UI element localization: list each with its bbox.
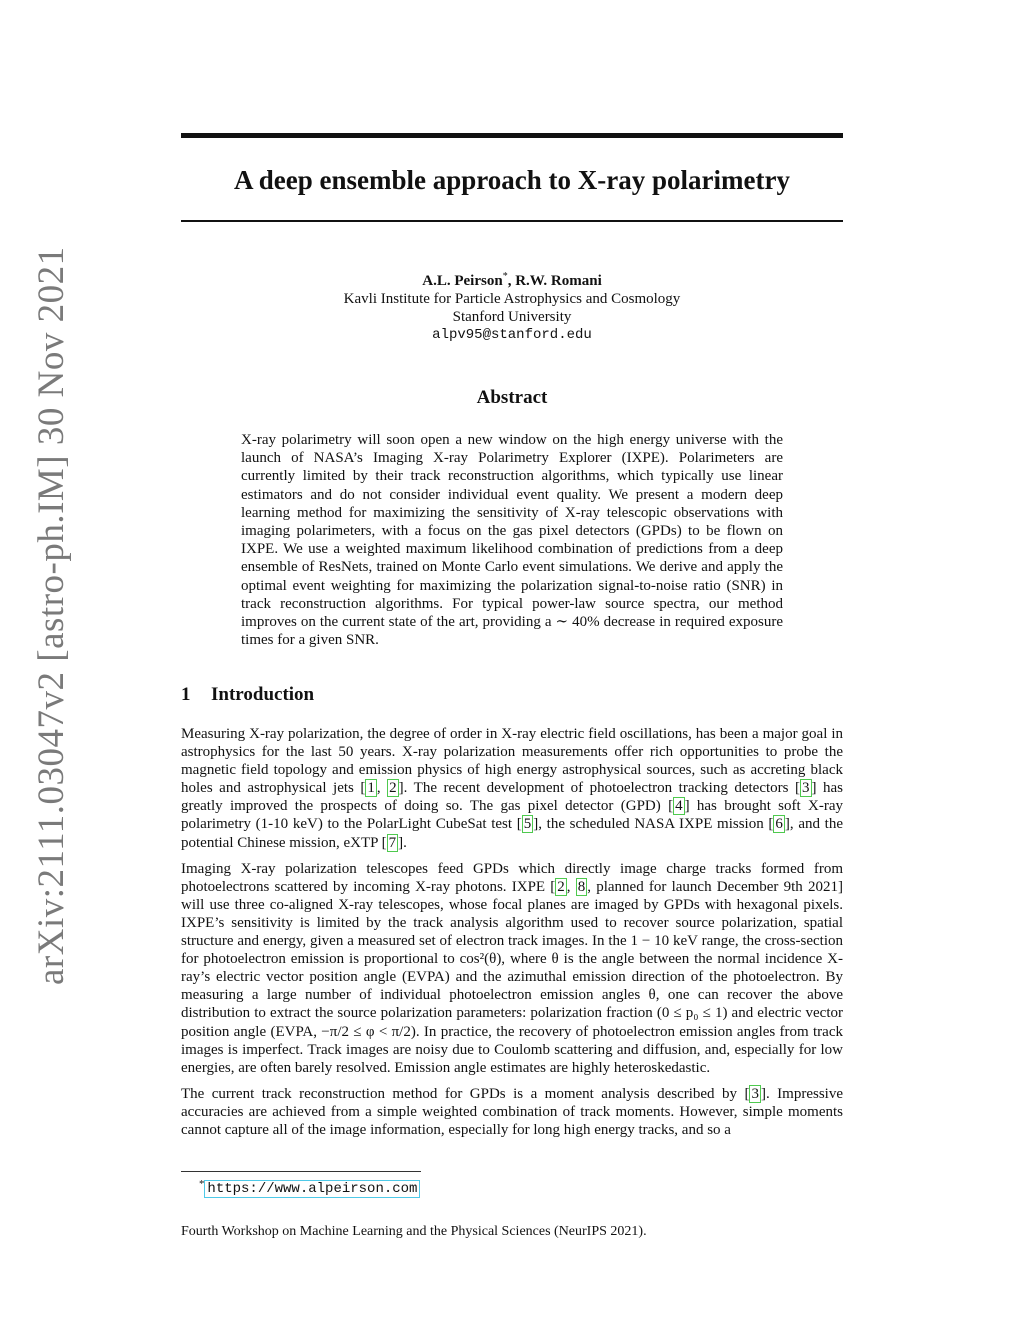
citation-link[interactable]: 3 xyxy=(751,1085,759,1102)
paragraph-text: , planned for launch December 9th 2021] will use three co-aligned X-ray telescopes, whose focal planes are imaged by GPDs with hexagonal pixels. IXPE’s sensitivity is limited by the track analysis algorithm used to recover source polarization, spatial structure and energy, given a measured set of electron track images. In the 1 − 10 keV range, the cross-section for photoelectron emission is proportional to cos²(θ), where θ is the angle between the normal incidence X-ray’s electric vector position angle (EVPA) and the azimuthal emission direction of the photoelectron. By measuring a large number of individual photoelectron emission angles θ, one can recover the above distribution to extract the source polarization parameters: polarization fraction (0 ≤ p₀ ≤ 1) and electric vector position angle (EVPA, −π/2 ≤ φ < π/2). In practice, the recovery of photoelectron emission angles from track images is imperfect. Track images are noisy due to Coulomb scattering and diffusion, and, especially for low energies, are often barely resolved. Emission angle estimates are highly heteroskedastic. xyxy=(181,878,844,1076)
affiliation-university: Stanford University xyxy=(452,309,572,325)
paragraph-text: Imaging X-ray polarization telescopes feed GPDs which directly image charge tracks formed from photoelectrons scattered by incoming X-ray photons. IXPE [ xyxy=(181,860,843,895)
paragraph-text: ]. Impressive accuracies are achieved from a simple weighted combination of track moments. However, simple moments cannot capture all of the image information, especially for long high energy tracks, and so a xyxy=(181,1085,843,1138)
title-top-rule xyxy=(181,133,843,138)
citation-separator: , xyxy=(566,878,576,895)
paragraph-text: The current track reconstruction method for GPDs is a moment analysis described by [ xyxy=(181,1085,750,1102)
paragraph-text: ]. xyxy=(398,834,407,851)
paper-title: A deep ensemble approach to X-ray polarimetry xyxy=(234,165,790,195)
paragraph-text: Measuring X-ray polarization, the degree of order in X-ray electric field oscillations, has been a major goal in astrophysics for the last 50 years. X-ray polarization measurements offer rich opportunities to probe the magnetic field topology and emission physics of high energy astrophysical sources, such as accreting black holes and astrophysical jets [ xyxy=(181,726,843,797)
paragraph-2 xyxy=(181,860,843,1077)
arxiv-identifier-stamp: arXiv:2111.03047v2 [astro-ph.IM] 30 Nov 2021 xyxy=(31,246,72,985)
paragraph-3 xyxy=(181,1085,843,1139)
citation-link[interactable]: 6 xyxy=(775,816,783,833)
author-block xyxy=(181,268,843,344)
footnote xyxy=(199,1178,420,1197)
paragraph-text: ], the scheduled NASA IXPE mission [ xyxy=(533,816,774,833)
author-email: alpv95@stanford.edu xyxy=(432,327,592,343)
title-bottom-rule xyxy=(181,220,843,222)
citation-link[interactable]: 2 xyxy=(557,878,565,895)
citation-link[interactable]: 5 xyxy=(523,816,532,833)
abstract-heading: Abstract xyxy=(476,387,548,408)
paragraph-text: ], and the potential Chinese mission, eXTP [ xyxy=(181,816,843,851)
paragraph-text: ]. The recent development of photoelectron tracking detectors [ xyxy=(398,780,800,797)
section-title: Introduction xyxy=(211,684,315,705)
paragraph-text: ] has brought soft X-ray polarimetry (1-10 keV) to the PolarLight CubeSat test [ xyxy=(181,798,843,833)
author-second: , R.W. Romani xyxy=(507,273,602,289)
abstract-text: X-ray polarimetry will soon open a new window on the high energy universe with the launch of NASA’s Imaging X-ray Polarimetry Explorer (IXPE). Polarimeters are currently limited by their track reconstruction algorithms, which typically use linear estimators and do not consider individual event quality. We present a modern deep learning method for maximizing the sensitivity of X-ray telescopic observations with imaging polarimeters, with a focus on the gas pixel detectors (GPDs) to be flown on IXPE. We use a weighted maximum likelihood combination of predictions from a deep ensemble of ResNets, trained on Monte Carlo event simulations. We derive and apply the optimal event weighting for maximizing the polarization signal-to-noise ratio (SNR) in track reconstruction algorithms. For typical power-law source spectra, our method improves on the current state of the art, providing a ∼ 40% decrease in required exposure times for a given SNR. xyxy=(241,432,783,649)
venue-note: Fourth Workshop on Machine Learning and the Physical Sciences (NeurIPS 2021). xyxy=(181,1224,647,1239)
footnote-marker: * xyxy=(199,1178,205,1190)
citation-link[interactable]: 1 xyxy=(367,780,375,797)
citation-link[interactable]: 2 xyxy=(389,780,397,797)
citation-link[interactable]: 7 xyxy=(388,834,397,851)
author-first: A.L. Peirson xyxy=(422,273,503,289)
affiliation-institute: Kavli Institute for Particle Astrophysics and Cosmology xyxy=(343,291,681,307)
citation-link[interactable]: 3 xyxy=(802,780,810,797)
section-number: 1 xyxy=(181,684,191,705)
section-heading xyxy=(181,684,314,706)
homepage-link[interactable]: https://www.alpeirson.com xyxy=(204,1180,420,1198)
footnote-rule xyxy=(181,1171,421,1172)
paragraph-1 xyxy=(181,725,843,852)
citation-link[interactable]: 4 xyxy=(675,798,683,815)
author-names xyxy=(181,268,843,290)
citation-separator: , xyxy=(376,780,388,797)
footnote-marker[interactable]: * xyxy=(502,271,508,282)
paragraph-text: ] has greatly improved the prospects of doing so. The gas pixel detector (GPD) [ xyxy=(181,780,844,815)
citation-link[interactable]: 8 xyxy=(577,878,586,895)
section-body xyxy=(181,725,843,1147)
